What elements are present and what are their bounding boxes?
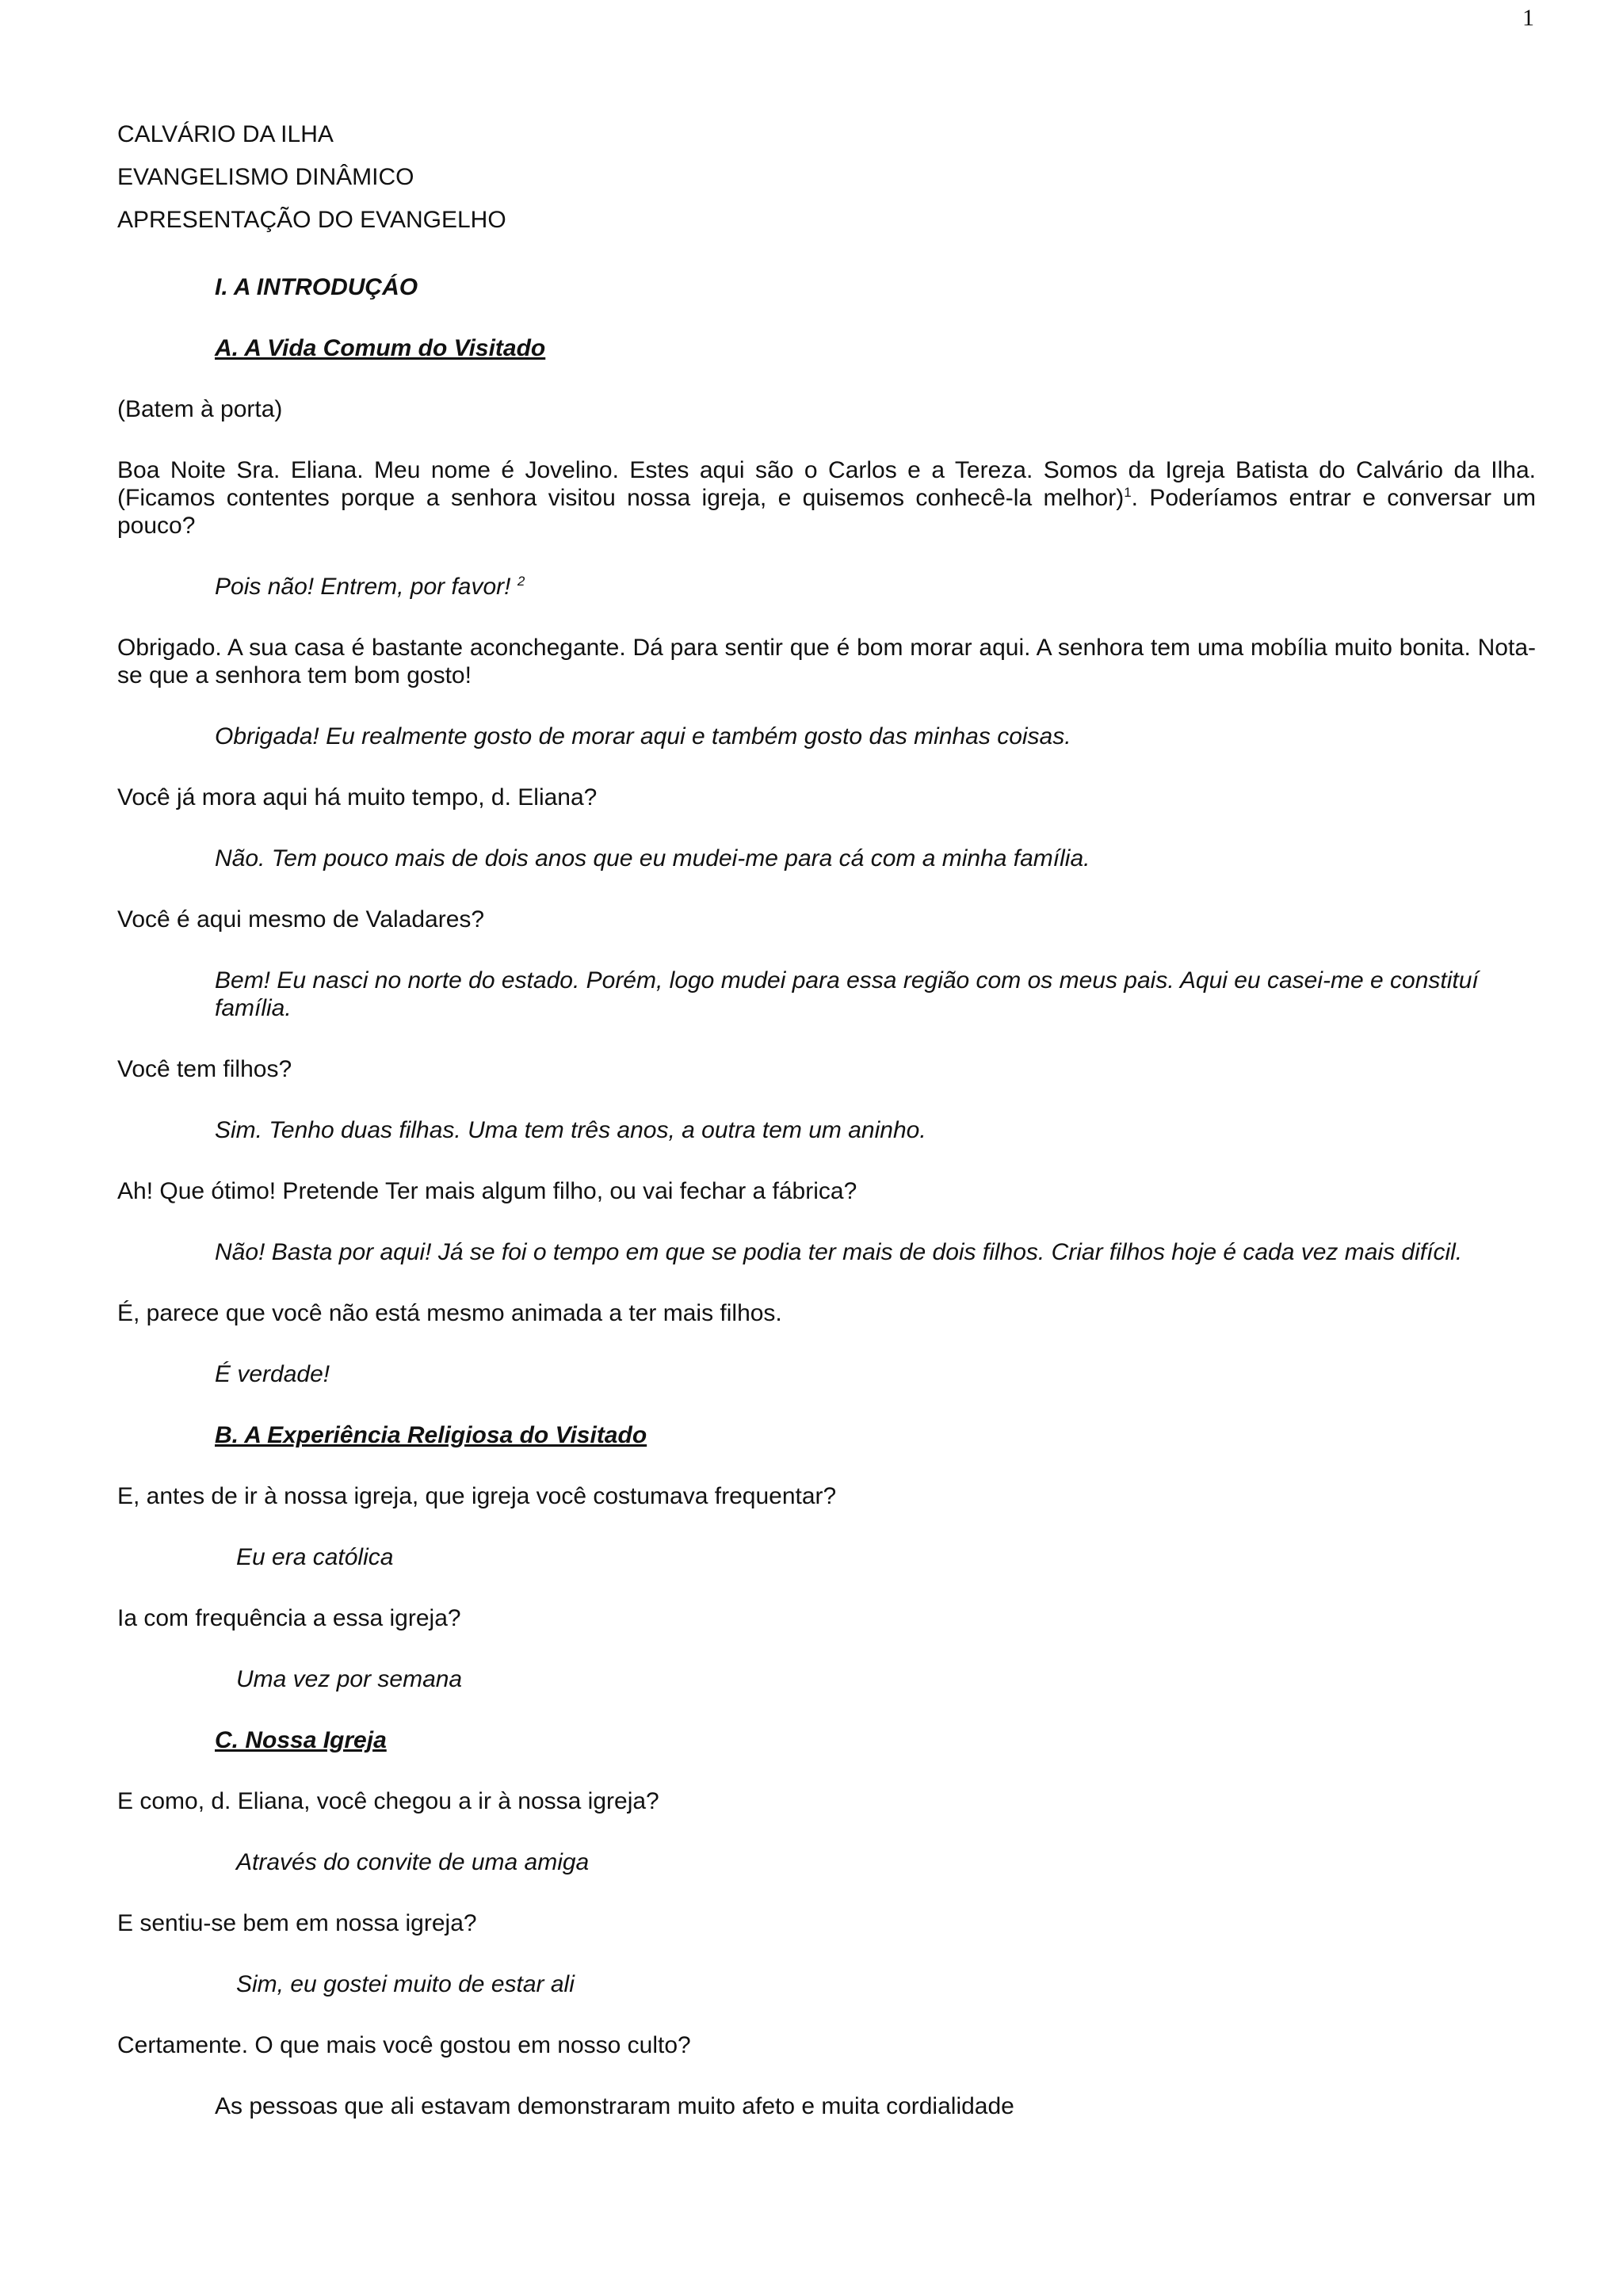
document-header	[117, 113, 506, 242]
header-line-1: CALVÁRIO DA ILHA	[117, 121, 334, 147]
stage-direction: (Batem à porta)	[117, 396, 283, 422]
host-reply: Obrigada! Eu realmente gosto de morar aqui e também gosto das minhas coisas.	[215, 723, 1071, 749]
header-line-3: APRESENTAÇÃO DO EVANGELHO	[117, 207, 506, 233]
visitor-line-text-end: . Poderíamos entrar e conversar um pouco?	[117, 485, 1536, 539]
section-title: I. A INTRODUÇÁO	[215, 274, 418, 300]
host-reply: Eu era católica	[236, 1544, 394, 1570]
visitor-line: Certamente. O que mais você gostou em nosso culto?	[117, 2032, 691, 2058]
visitor-line: Ia com frequência a essa igreja?	[117, 1605, 461, 1631]
host-reply: Não. Tem pouco mais de dois anos que eu mudei-me para cá com a minha família.	[215, 845, 1090, 871]
visitor-line: Você tem filhos?	[117, 1056, 292, 1082]
host-reply: Uma vez por semana	[236, 1666, 463, 1692]
subsection-a-title: A. A Vida Comum do Visitado	[215, 335, 546, 361]
host-reply: As pessoas que ali estavam demonstraram muito afeto e muita cordialidade	[215, 2093, 1014, 2119]
subsection-c-title: C. Nossa Igreja	[215, 1727, 387, 1753]
header-line-2: EVANGELISMO DINÂMICO	[117, 164, 414, 190]
visitor-line: E como, d. Eliana, você chegou a ir à nossa igreja?	[117, 1788, 659, 1814]
footnote-marker: 1	[1124, 485, 1132, 500]
host-reply-text: Pois não! Entrem, por favor!	[215, 574, 511, 600]
visitor-line: Você é aqui mesmo de Valadares?	[117, 906, 485, 933]
visitor-line: E sentiu-se bem em nossa igreja?	[117, 1910, 477, 1936]
page-number: 1	[1522, 5, 1534, 31]
footnote-marker: 2	[517, 574, 525, 589]
host-reply: Não! Basta por aqui! Já se foi o tempo em que se podia ter mais de dois filhos. Criar filhos hoje é cada vez mais difícil.	[215, 1239, 1463, 1265]
host-reply: Através do convite de uma amiga	[236, 1849, 590, 1875]
host-reply: É verdade!	[215, 1361, 330, 1387]
visitor-line: É, parece que você não está mesmo animada a ter mais filhos.	[117, 1300, 782, 1326]
host-reply: Bem! Eu nasci no norte do estado. Porém, logo mudei para essa região com os meus pais. Aqui eu casei-me e constituí família.	[215, 967, 1479, 1021]
host-reply	[215, 573, 1536, 601]
document-body	[117, 273, 1536, 2153]
visitor-line	[117, 456, 1536, 540]
visitor-line: Obrigado. A sua casa é bastante aconchegante. Dá para sentir que é bom morar aqui. A senhora tem uma mobília muito bonita. Nota-se que a senhora tem bom gosto!	[117, 635, 1536, 688]
subsection-b-title: B. A Experiência Religiosa do Visitado	[215, 1422, 647, 1448]
visitor-line-text: Boa Noite Sra. Eliana. Meu nome é Jovelino. Estes aqui são o Carlos e a Tereza. Somos da Igreja Batista do Calvário da Ilha. (Ficamos contentes porque a senhora visitou nossa igreja, e quisemos conhecê-la melhor)	[117, 457, 1536, 511]
host-reply: Sim. Tenho duas filhas. Uma tem três anos, a outra tem um aninho.	[215, 1117, 926, 1143]
host-reply: Sim, eu gostei muito de estar ali	[236, 1971, 575, 1997]
visitor-line: Você já mora aqui há muito tempo, d. Eliana?	[117, 784, 598, 810]
visitor-line: Ah! Que ótimo! Pretende Ter mais algum filho, ou vai fechar a fábrica?	[117, 1178, 857, 1204]
visitor-line: E, antes de ir à nossa igreja, que igreja você costumava frequentar?	[117, 1483, 837, 1509]
